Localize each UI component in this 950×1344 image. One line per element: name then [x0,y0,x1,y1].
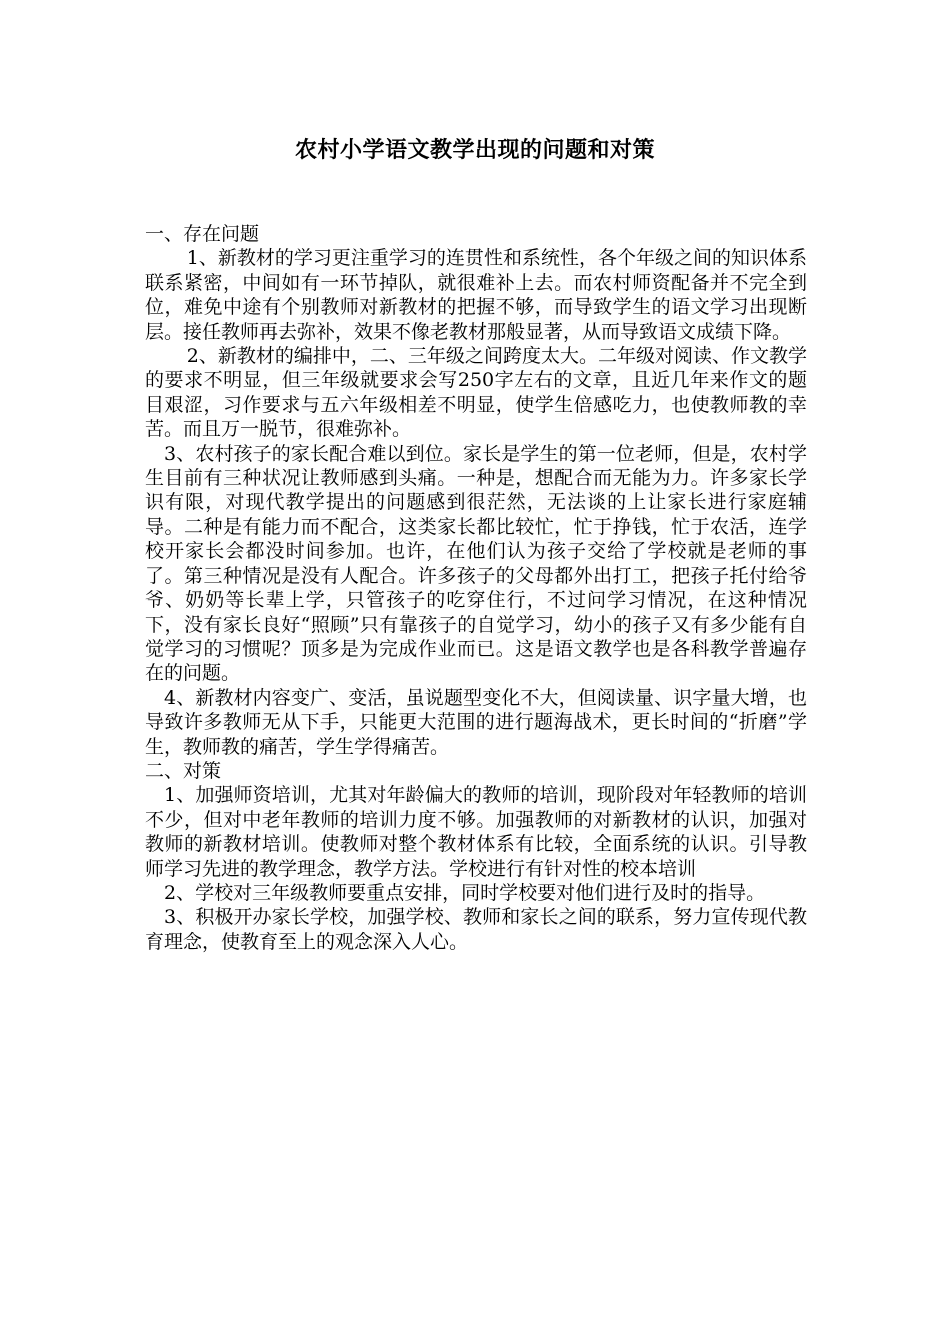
countermeasure-paragraph-2: 2、学校对三年级教师要重点安排，同时学校要对他们进行及时的指导。 [164,881,766,904]
section-heading-problems: 一、存在问题 [145,223,260,245]
problem-paragraph-3: 3、农村孩子的家长配合难以到位。家长是学生的第一位老师，但是，农村学生目前有三种状况让教师感到头痛。一种是，想配合而无能为力。许多家长学识有限，对现代教学提出的问题感到很茫然，无法谈的上让家长进行家庭辅导。二种是有能力而不配合，这类家长都比较忙，忙于挣钱，忙于农活，连学校开家长会都没时间参加。也许，在他们认为孩子交给了学校就是老师的事了。第三种情况是没有人配合。许多孩子的父母都外出打工，把孩子托付给爷爷、奶奶等长辈上学，只管孩子的吃穿住行，不过问学习情况，在这种情况下，没有家长良好“照顾”只有靠孩子的自觉学习，幼小的孩子又有多少能有自觉学习的习惯呢？顶多是为完成作业而已。这是语文教学也是各科教学普遍存在的问题。 [145,442,807,685]
problem-paragraph-4: 4、新教材内容变广、变活，虽说题型变化不大，但阅读量、识字量大增，也导致许多教师无从下手，只能更大范围的进行题海战术，更长时间的“折磨”学生，教师教的痛苦，学生学得痛苦。 [145,686,807,758]
countermeasure-paragraph-3: 3、积极开办家长学校，加强学校、教师和家长之间的联系，努力宣传现代教育理念，使教育至上的观念深入人心。 [145,906,807,953]
countermeasure-paragraph-1: 1、加强师资培训，尤其对年龄偏大的教师的培训，现阶段对年轻教师的培训不少，但对中老年教师的培训力度不够。加强教师的对新教材的认识，加强对教师的新教材培训。使教师对整个教材体系有比较，全面系统的认识。引导教师学习先进的教学理念，教学方法。学校进行有针对性的校本培训 [145,784,807,880]
document-body [145,222,807,954]
document-title: 农村小学语文教学出现的问题和对策 [294,137,655,163]
section-heading-countermeasures: 二、对策 [145,759,222,782]
problem-paragraph-1: 1、新教材的学习更注重学习的连贯性和系统性，各个年级之间的知识体系联系紧密，中间如有一环节掉队，就很难补上去。而农村师资配备并不完全到位，难免中途有个别教师对新教材的把握不够，而导致学生的语文学习出现断层。接任教师再去弥补，效果不像老教材那般显著，从而导致语文成绩下降。 [145,247,807,343]
problem-paragraph-2: 2、新教材的编排中，二、三年级之间跨度太大。二年级对阅读、作文教学的要求不明显，但三年级就要求会写250字左右的文章，且近几年来作文的题目艰涩，习作要求与五六年级相差不明显，使学生倍感吃力，也使教师教的幸苦。而且万一脱节，很难弥补。 [145,345,807,441]
